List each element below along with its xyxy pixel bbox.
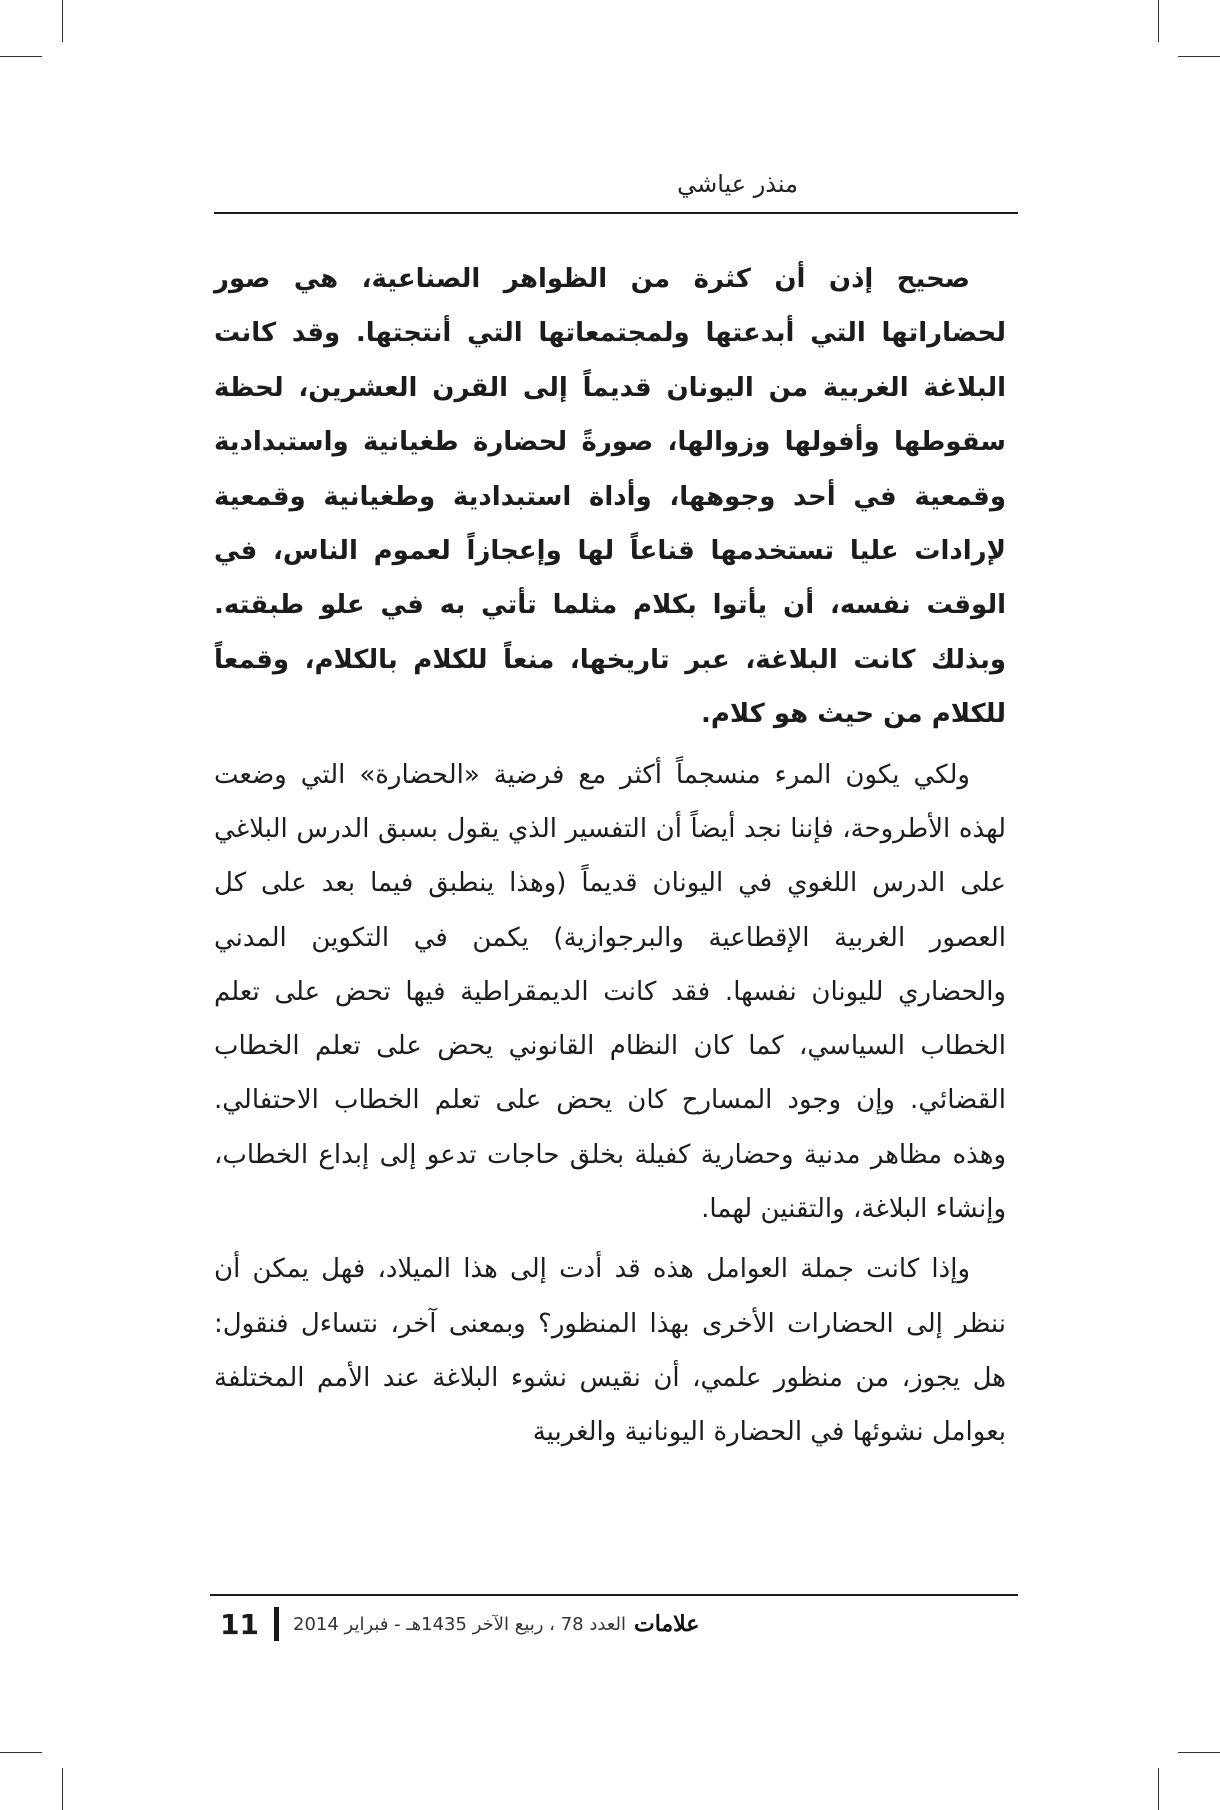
paragraph-1: صحيح إذن أن كثرة من الظواهر الصناعية، هي صور لحضاراتها التي أبدعتها ولمجتمعاتها التي أنتجتها. وقد كانت البلاغة الغربية من اليونان قديماً إلى القرن العشرين، لحظة سقوطها وأفولها وزوالها، صورةً لحضارة طغيانية واستبدادية وقمعية في أحد وجوهها، وأداة استبدادية وطغيانية وقمعية لإرادات عليا تستخدمها قناعاً لها وإعجازاً لعموم الناس، في الوقت نفسه، أن يأتوا بكلام مثلما تأتي به في علو طبقته. وبذلك كانت البلاغة، عبر تاريخها، منعاً للكلام بالكلام، وقمعاً للكلام من حيث هو كلام. (214, 264, 1006, 730)
author-name: منذر عياشي (677, 170, 798, 198)
running-head (214, 170, 1006, 210)
header-rule (214, 212, 1018, 214)
journal-logo: علامات (633, 1611, 700, 1637)
crop-mark (1178, 1752, 1220, 1753)
crop-mark (1158, 1768, 1159, 1810)
page-number: 11 (220, 1607, 259, 1641)
crop-mark (0, 56, 42, 57)
crop-mark (0, 1752, 42, 1753)
folio-divider (274, 1607, 279, 1641)
footer-rule (210, 1594, 1018, 1596)
crop-mark (62, 1768, 63, 1810)
body-text (214, 252, 1006, 1460)
crop-mark (1158, 0, 1159, 42)
paragraph-2: ولكي يكون المرء منسجماً أكثر مع فرضية «الحضارة» التي وضعت لهذه الأطروحة، فإننا نجد أيضاً أن التفسير الذي يقول بسبق الدرس البلاغي على الدرس اللغوي في اليونان قديماً (وهذا ينطبق فيما بعد على كل العصور الغربية الإقطاعية والبرجوازية) يكمن في التكوين المدني والحضاري لليونان نفسها. فقد كانت الديمقراطية فيها تحض على تعلم الخطاب السياسي، كما كان النظام القانوني يحض على تعلم الخطاب القضائي. وإن وجود المسارح كان يحض على تعلم الخطاب الاحتفالي. وهذه مظاهر مدنية وحضارية كفيلة بخلق حاجات تدعو إلى إبداع الخطاب، وإنشاء البلاغة، والتقنين لهما. (214, 759, 1006, 1225)
crop-mark (1178, 56, 1220, 57)
issue-info: العدد 78 ، ربيع الآخر 1435هـ - فبراير 2014 (293, 1613, 626, 1635)
journal-info (293, 1611, 699, 1637)
page (214, 170, 1006, 1670)
footer (220, 1604, 1006, 1644)
paragraph-3: وإذا كانت جملة العوامل هذه قد أدت إلى هذا الميلاد، فهل يمكن أن ننظر إلى الحضارات الأخرى بهذا المنظور؟ وبمعنى آخر، نتساءل فنقول: هل يجوز، من منظور علمي، أن نقيس نشوء البلاغة عند الأمم المختلفة بعوامل نشوئها في الحضارة اليونانية والغربية (214, 1254, 1006, 1448)
crop-mark (62, 0, 63, 42)
